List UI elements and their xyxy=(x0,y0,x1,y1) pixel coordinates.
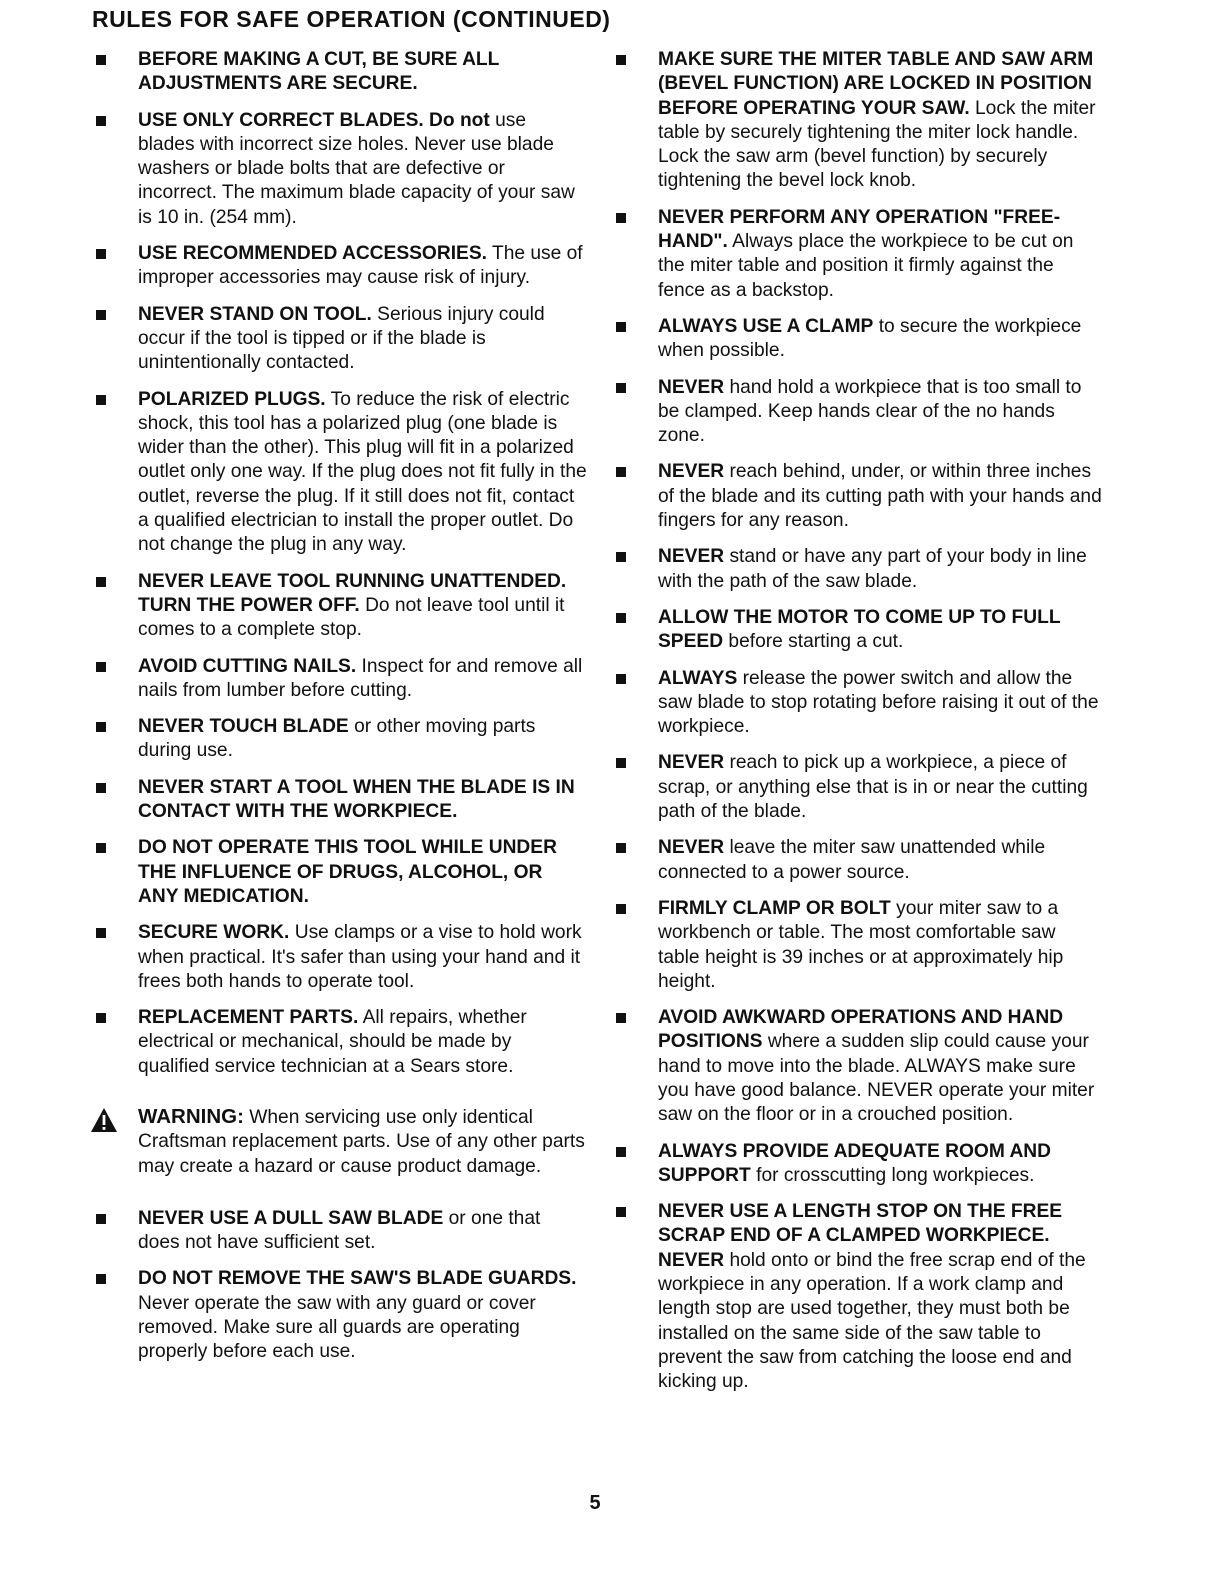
warning-text: When servicing use only identical Craftsman replacement parts. Use of any other parts may create a hazard or cause product damage. xyxy=(138,1106,585,1177)
rule-heading: MAKE SURE THE MITER TABLE AND SAW ARM (BEVEL FUNCTION) ARE LOCKED IN POSITION BEFORE OPERATING YOUR SAW. xyxy=(658,49,1094,119)
rule-body: leave the miter saw unattended while connected to a power source. xyxy=(658,837,1046,883)
rule-heading: NEVER USE A LENGTH STOP ON THE FREE SCRAP END OF A CLAMPED WORKPIECE. NEVER xyxy=(658,1201,1063,1271)
rule-body: your miter saw to a workbench or table. The most comfortable saw table height is 39 inches or at approximately hip height. xyxy=(658,897,1064,992)
rule-body: hold onto or bind the free scrap end of the workpiece in any operation. If a work clamp and length stop are used together, they must both be installed on the same side of the saw table to prevent the saw from catching the loose end and kicking up. xyxy=(658,1249,1086,1393)
warning-triangle-icon xyxy=(90,1107,118,1133)
list-item xyxy=(92,109,587,230)
rule-heading: AVOID CUTTING NAILS. xyxy=(138,655,357,677)
square-bullet-icon xyxy=(616,383,626,393)
rule-heading: FIRMLY CLAMP OR BOLT xyxy=(658,897,891,919)
list-item xyxy=(612,606,1102,655)
square-bullet-icon xyxy=(616,322,626,332)
rule-heading: ALWAYS USE A CLAMP xyxy=(658,315,874,337)
rule-body: before starting a cut. xyxy=(728,631,904,653)
rule-heading: NEVER PERFORM ANY OPERATION "FREE-HAND". xyxy=(658,206,1061,253)
rule-heading: NEVER TOUCH BLADE xyxy=(138,716,349,738)
rule-body: Serious injury could occur if the tool is tipped or if the blade is unintentionally contacted. xyxy=(138,303,545,374)
list-item xyxy=(612,751,1102,824)
square-bullet-icon xyxy=(96,395,106,405)
list-item xyxy=(612,667,1102,740)
rule-heading: NEVER xyxy=(658,546,725,568)
list-item xyxy=(92,1267,587,1364)
rule-body: stand or have any part of your body in line with the path of the saw blade. xyxy=(658,546,1087,592)
list-item xyxy=(612,897,1102,994)
square-bullet-icon xyxy=(96,1274,106,1284)
rule-heading: USE ONLY CORRECT BLADES. Do not xyxy=(138,109,490,131)
list-item xyxy=(92,655,587,704)
list-item xyxy=(612,315,1102,364)
square-bullet-icon xyxy=(96,843,106,853)
list-item xyxy=(92,48,587,97)
rule-heading: BEFORE MAKING A CUT, BE SURE ALL ADJUSTMENTS ARE SECURE. xyxy=(138,49,500,95)
rule-body: Always place the workpiece to be cut on the miter table and position it firmly against the fence as a backstop. xyxy=(658,231,1074,301)
rule-body: for crosscutting long workpieces. xyxy=(756,1164,1035,1186)
square-bullet-icon xyxy=(616,1147,626,1157)
list-item xyxy=(92,1207,587,1256)
square-bullet-icon xyxy=(616,213,626,223)
rule-heading: NEVER xyxy=(658,376,725,398)
rule-heading: AVOID AWKWARD OPERATIONS AND HAND POSITIONS xyxy=(658,1007,1064,1053)
list-item xyxy=(612,376,1102,449)
square-bullet-icon xyxy=(616,1207,626,1217)
rule-body: where a sudden slip could cause your hand to move into the blade. ALWAYS make sure you have good balance. NEVER operate your miter saw on the floor or in a crouched position. xyxy=(658,1031,1095,1126)
square-bullet-icon xyxy=(96,1013,106,1023)
rule-body: reach behind, under, or within three inches of the blade and its cutting path with your hands and fingers for any reason. xyxy=(658,461,1102,532)
square-bullet-icon xyxy=(96,662,106,672)
list-item xyxy=(92,921,587,994)
square-bullet-icon xyxy=(96,249,106,259)
square-bullet-icon xyxy=(96,310,106,320)
page-title: RULES FOR SAFE OPERATION (CONTINUED) xyxy=(92,6,611,32)
square-bullet-icon xyxy=(616,467,626,477)
rule-heading: DO NOT REMOVE THE SAW'S BLADE GUARDS. xyxy=(138,1268,577,1290)
rule-heading: ALWAYS PROVIDE ADEQUATE ROOM AND SUPPORT xyxy=(658,1140,1052,1186)
warning-notice xyxy=(92,1105,587,1179)
rule-heading: ALLOW THE MOTOR TO COME UP TO FULL SPEED xyxy=(658,606,1061,653)
rule-heading: SECURE WORK. xyxy=(138,922,290,944)
list-item xyxy=(612,1006,1102,1127)
square-bullet-icon xyxy=(96,55,106,65)
rule-heading: NEVER xyxy=(658,837,725,859)
rule-heading: POLARIZED PLUGS. xyxy=(138,388,326,410)
square-bullet-icon xyxy=(616,613,626,623)
rule-body: To reduce the risk of electric shock, this tool has a polarized plug (one blade is wider than the other). This plug will fit in a polarized outlet only one way. If the plug does not fit fully in the outlet, reverse the plug. If it still does not fit, contact a qualified electrician to install the proper outlet. Do not change the plug in any way. xyxy=(138,388,587,556)
rule-heading: ALWAYS xyxy=(658,667,738,689)
rule-body: or one that does not have sufficient set. xyxy=(138,1207,541,1254)
list-item xyxy=(92,388,587,558)
square-bullet-icon xyxy=(96,783,106,793)
warning-label: WARNING: xyxy=(138,1104,244,1128)
rule-body: The use of improper accessories may cause risk of injury. xyxy=(138,243,583,289)
square-bullet-icon xyxy=(616,55,626,65)
square-bullet-icon xyxy=(616,843,626,853)
rule-body: hand hold a workpiece that is too small to be clamped. Keep hands clear of the no hands zone. xyxy=(658,376,1082,447)
list-item xyxy=(92,242,587,291)
square-bullet-icon xyxy=(96,116,106,126)
square-bullet-icon xyxy=(616,674,626,684)
rule-heading: NEVER LEAVE TOOL RUNNING UNATTENDED. TURN THE POWER OFF. xyxy=(138,570,567,616)
rule-heading: NEVER STAND ON TOOL. xyxy=(138,303,372,325)
square-bullet-icon xyxy=(616,1013,626,1023)
square-bullet-icon xyxy=(96,928,106,938)
rule-body: release the power switch and allow the saw blade to stop rotating before raising it out of the workpiece. xyxy=(658,667,1099,738)
rule-heading: NEVER xyxy=(658,752,725,774)
rule-heading: NEVER USE A DULL SAW BLADE xyxy=(138,1207,444,1229)
page-number: 5 xyxy=(589,1492,601,1514)
rule-body: or other moving parts during use. xyxy=(138,716,536,762)
list-item xyxy=(92,715,587,764)
list-item xyxy=(92,1006,587,1079)
rule-body: reach to pick up a workpiece, a piece of scrap, or anything else that is in or near the cutting path of the blade. xyxy=(658,752,1088,823)
list-item xyxy=(612,1200,1102,1394)
list-item xyxy=(612,836,1102,885)
list-item xyxy=(612,1140,1102,1189)
left-column xyxy=(92,48,587,1377)
rule-body: use blades with incorrect size holes. Never use blade washers or blade bolts that are defective or incorrect. The maximum blade capacity of your saw is 10 in. (254 mm). xyxy=(138,109,575,228)
list-item xyxy=(612,48,1102,194)
rule-body: Never operate the saw with any guard or cover removed. Make sure all guards are operating properly before each use. xyxy=(138,1292,536,1363)
list-item xyxy=(612,545,1102,594)
list-item xyxy=(92,303,587,376)
square-bullet-icon xyxy=(616,552,626,562)
square-bullet-icon xyxy=(96,722,106,732)
rule-heading: NEVER START A TOOL WHEN THE BLADE IS IN CONTACT WITH THE WORKPIECE. xyxy=(138,776,575,823)
rule-body: All repairs, whether electrical or mechanical, should be made by qualified service technician at a Sears store. xyxy=(138,1007,527,1077)
rule-heading: REPLACEMENT PARTS. xyxy=(138,1007,359,1029)
list-item xyxy=(92,570,587,643)
rule-body: to secure the workpiece when possible. xyxy=(658,315,1082,362)
rule-heading: USE RECOMMENDED ACCESSORIES. xyxy=(138,243,487,265)
list-item xyxy=(612,206,1102,303)
rule-heading: NEVER xyxy=(658,461,725,483)
rule-body: Do not leave tool until it comes to a complete stop. xyxy=(138,594,565,641)
square-bullet-icon xyxy=(616,904,626,914)
list-item xyxy=(92,836,587,909)
right-column xyxy=(612,48,1102,1407)
square-bullet-icon xyxy=(96,577,106,587)
rule-heading: DO NOT OPERATE THIS TOOL WHILE UNDER THE INFLUENCE OF DRUGS, ALCOHOL, OR ANY MEDICATION. xyxy=(138,837,557,907)
list-item xyxy=(612,460,1102,533)
rule-body: Use clamps or a vise to hold work when practical. It's safer than using your hand and it frees both hands to operate tool. xyxy=(138,922,582,992)
rule-body: Inspect for and remove all nails from lumber before cutting. xyxy=(138,655,583,701)
list-item xyxy=(92,776,587,825)
square-bullet-icon xyxy=(616,758,626,768)
square-bullet-icon xyxy=(96,1214,106,1224)
rule-body: Lock the miter table by securely tightening the miter lock handle. Lock the saw arm (bevel function) by securely tightening the bevel lock knob. xyxy=(658,97,1096,192)
